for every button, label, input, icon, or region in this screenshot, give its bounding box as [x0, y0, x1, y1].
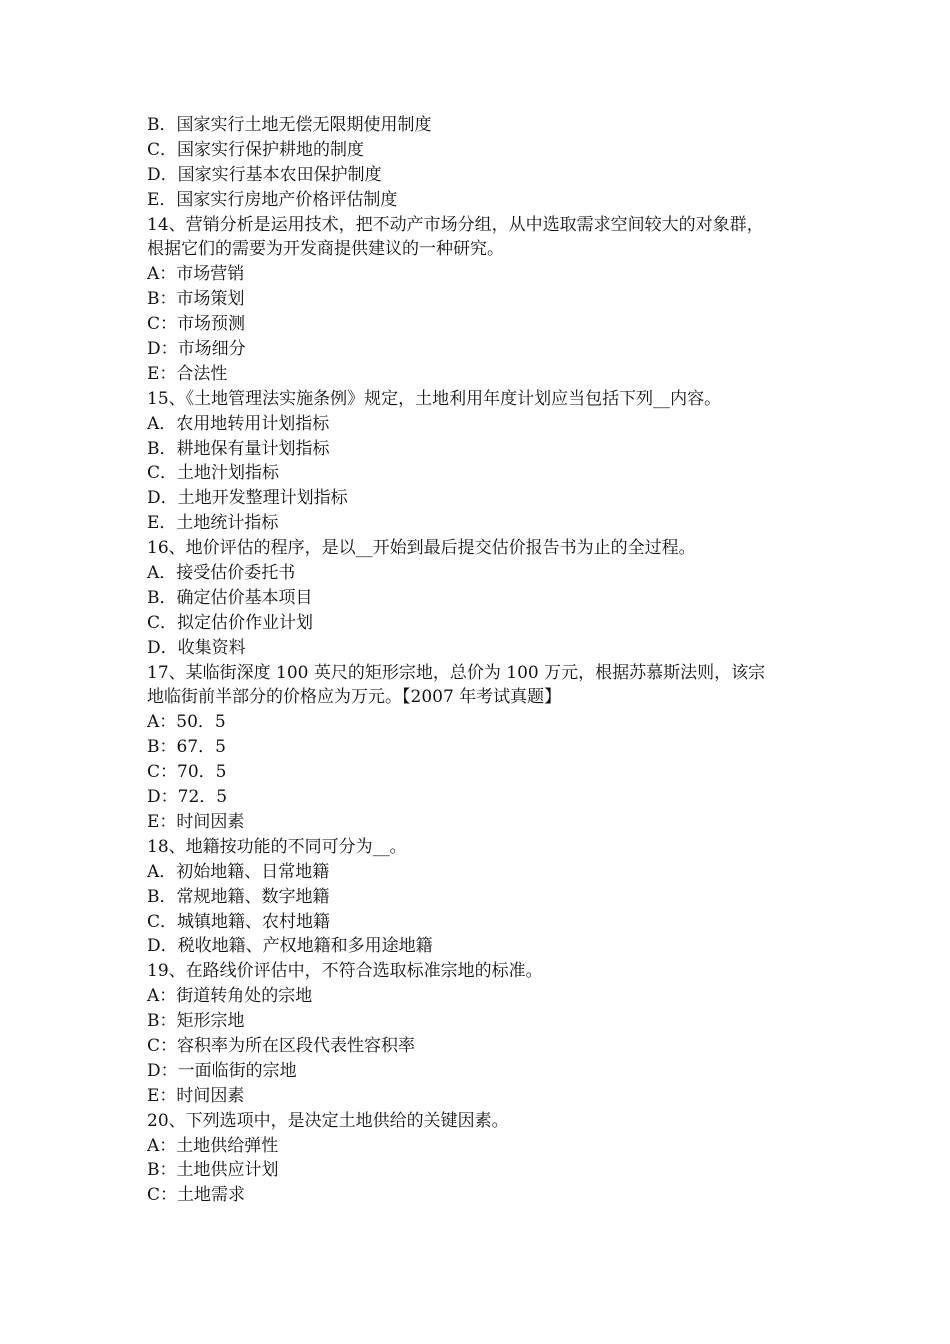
text-line: C：市场预测	[147, 314, 246, 335]
text-line: C．土地汁划指标	[147, 463, 280, 484]
exam-questions-text	[147, 113, 827, 1208]
text-line: A：街道转角处的宗地	[147, 986, 313, 1007]
text-line: A：市场营销	[147, 264, 245, 285]
text-line: B．耕地保有量计划指标	[147, 438, 330, 459]
text-line: D．收集资料	[147, 637, 246, 658]
text-line: C．城镇地籍、农村地籍	[147, 911, 331, 932]
text-line: A．初始地籍、日常地籍	[147, 861, 330, 882]
text-line: D．税收地籍、产权地籍和多用途地籍	[147, 936, 433, 957]
text-line: 根据它们的需要为开发商提供建议的一种研究。	[147, 239, 504, 260]
text-line: D：72．5	[147, 787, 228, 808]
text-line: E：合法性	[147, 363, 228, 384]
text-line: 17、某临街深度 100 英尺的矩形宗地，总价为 100 万元，根据苏慕斯法则，该宗	[147, 662, 766, 683]
text-line: E：时间因素	[147, 1085, 245, 1106]
text-line: 20、下列选项中，是决定土地供给的关键因素。	[147, 1110, 509, 1131]
text-line: B．确定估价基本项目	[147, 587, 313, 608]
text-line: B：市场策划	[147, 289, 245, 310]
text-line: A．农用地转用计划指标	[147, 413, 330, 434]
text-line: 19、在路线价评估中，不符合选取标准宗地的标准。	[147, 961, 543, 982]
text-line: 地临街前半部分的价格应为万元。【2007 年考试真题】	[147, 687, 562, 708]
text-line: A．接受估价委托书	[147, 563, 296, 584]
text-line: D：市场细分	[147, 339, 246, 360]
text-line: 14、营销分析是运用技术，把不动产市场分组，从中选取需求空间较大的对象群，	[147, 214, 764, 235]
text-line: E．土地统计指标	[147, 513, 279, 534]
text-line: B．常规地籍、数字地籍	[147, 886, 330, 907]
text-line: E．国家实行房地产价格评估制度	[147, 189, 398, 210]
text-line: 18、地籍按功能的不同可分为__。	[147, 836, 407, 857]
text-line: B：土地供应计划	[147, 1160, 279, 1181]
text-line: C：土地需求	[147, 1185, 246, 1206]
text-line: 16、地价评估的程序，是以__开始到最后提交估价报告书为止的全过程。	[147, 538, 696, 559]
text-line: C．拟定估价作业计划	[147, 612, 314, 633]
text-line: B．国家实行土地无偿无限期使用制度	[147, 115, 432, 135]
text-line: A：土地供给弹性	[147, 1135, 279, 1156]
text-line: A：50．5	[147, 712, 226, 733]
text-line: E：时间因素	[147, 811, 245, 832]
text-line: C．国家实行保护耕地的制度	[147, 139, 365, 160]
text-line: D．土地开发整理计划指标	[147, 488, 348, 509]
text-line: B：矩形宗地	[147, 1011, 245, 1032]
text-line: 15、《土地管理法实施条例》规定，土地利用年度计划应当包括下列__内容。	[147, 388, 722, 409]
text-line: D：一面临街的宗地	[147, 1060, 297, 1081]
text-line: C：70．5	[147, 762, 227, 783]
text-line: D．国家实行基本农田保护制度	[147, 164, 382, 185]
text-line: B：67．5	[147, 737, 226, 758]
text-line: C：容积率为所在区段代表性容积率	[147, 1035, 416, 1056]
